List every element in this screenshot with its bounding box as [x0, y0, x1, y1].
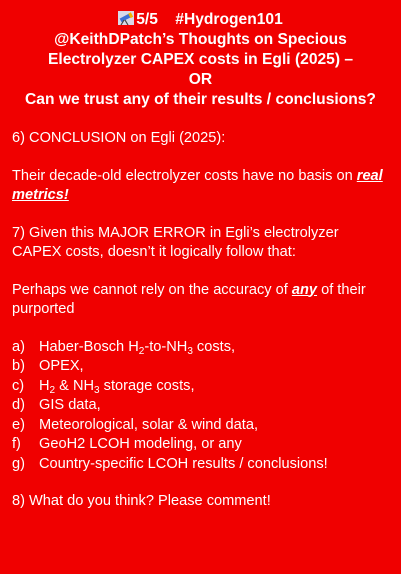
header-or: OR	[188, 71, 213, 88]
list-item	[12, 455, 389, 475]
list-item-text: Haber-Bosch $H_2-to-NH_3$ costs,	[39, 338, 236, 357]
list-marker: g)	[12, 455, 25, 472]
section-8-text: 8) What do you think? Please comment!	[12, 493, 271, 509]
list-item-text: GeoH2 LCOH modeling, or any	[39, 436, 242, 452]
list-marker: e)	[12, 416, 25, 433]
section-6-text	[12, 167, 389, 206]
list-item-text: GIS data,	[39, 397, 101, 413]
list-marker: a)	[12, 338, 25, 355]
section-7-lead	[12, 281, 389, 320]
section-7-lead-before: Perhaps we cannot rely on the accuracy of	[12, 281, 292, 298]
section-6-heading: 6) CONCLUSION on Egli (2025):	[12, 130, 226, 146]
list-marker: b)	[12, 358, 25, 374]
list-item	[12, 396, 389, 416]
list-item	[12, 435, 389, 455]
slide-body	[12, 110, 389, 512]
list-marker: d)	[12, 397, 25, 413]
hashtag-link[interactable]: #Hydrogen101	[175, 11, 283, 28]
list-item	[12, 357, 389, 377]
section-7-lead-after: of their purported	[12, 281, 366, 317]
list-item	[12, 338, 389, 358]
section-7-text: 7) Given this MAJOR ERROR in Egli’s electrolyzer CAPEX costs, doesn’t it logically follow that:	[12, 224, 339, 260]
list-marker: c)	[12, 377, 25, 394]
list-item-text: Country-specific LCOH results / conclusions!	[39, 455, 328, 472]
header-title-line-1: @KeithDPatch’s Thoughts on Specious	[54, 31, 347, 48]
header-line-1	[12, 10, 389, 30]
telescope-icon	[118, 11, 134, 25]
part-number: 5/5	[136, 11, 158, 28]
list-marker: f)	[12, 436, 21, 452]
slide-header	[12, 0, 389, 110]
section-6-text-main: Their decade-old electrolyzer costs have no basis on	[12, 167, 357, 184]
list-item-text: Meteorological, solar & wind data,	[39, 416, 259, 433]
concerns-list	[12, 338, 389, 475]
section-6-emphasis: real metrics!	[12, 167, 383, 203]
section-7-lead-emphasis: any	[291, 281, 318, 298]
list-item-text: OPEX,	[39, 358, 84, 374]
header-question: Can we trust any of their results / conclusions?	[25, 91, 376, 108]
list-item	[12, 377, 389, 397]
list-item-text: $H_2$ & $NH_3$ storage costs,	[39, 377, 195, 396]
list-item	[12, 416, 389, 436]
header-title-line-2: Electrolyzer CAPEX costs in Egli (2025) –	[47, 51, 354, 68]
